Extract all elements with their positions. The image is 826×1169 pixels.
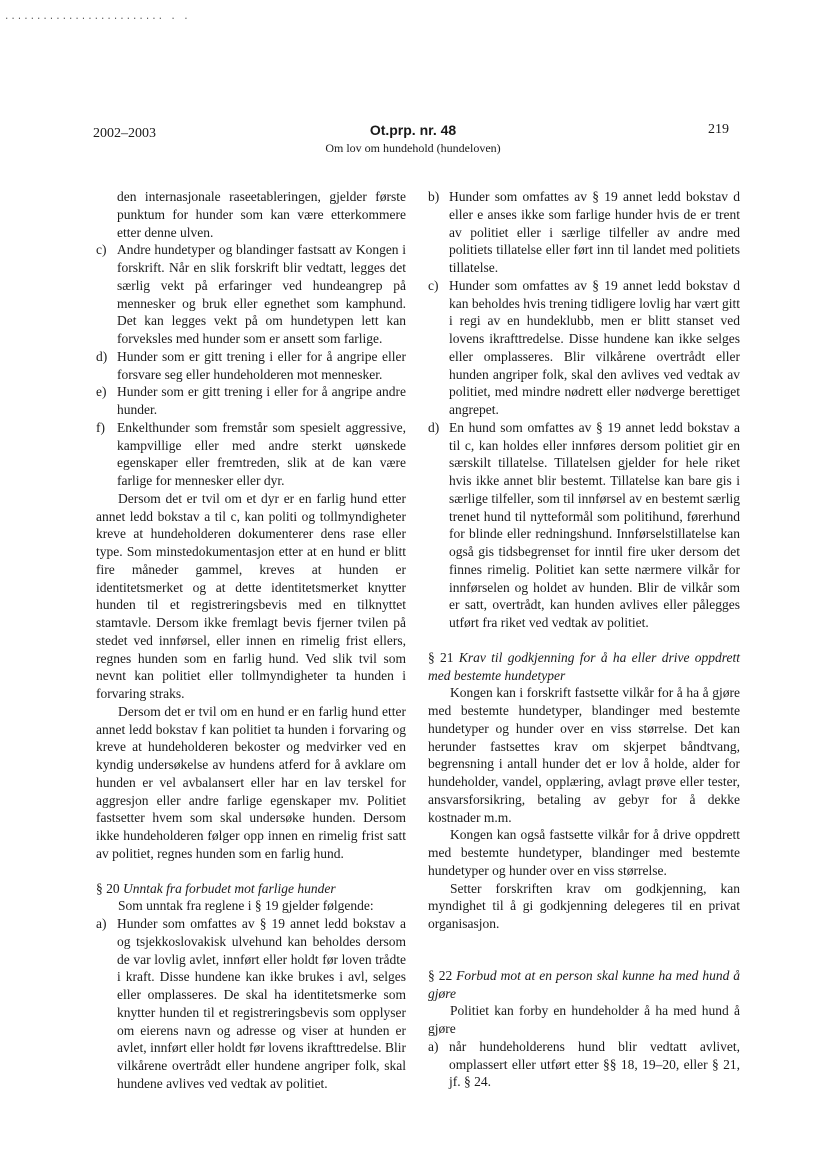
list-item-text: Hunder som omfattes av § 19 annet ledd bokstav a og tsjekkoslovakisk ulvehund kan beholdes dersom de var lovlig avlet, innført eller holdt før loven trådte i kraft. Disse hundene kan ikke brukes i avl, selges eller omplasseres. De skal ha identitetsmerke som knytter hunden til et registreringsbevis som opplyser om eierens navn og adresse og viser at hunden er avlet, innført eller holdt før lovens ikrafttredelse. Blir vilkårene overtrådt eller hundene angriper folk, skal hundene avlives ved vedtak av politiet.: [117, 916, 406, 1091]
continued-item-text: den internasjonale raseetableringen, gjelder første punktum for hunder som kan være etterkommere etter denne ulven.: [117, 189, 406, 240]
list-item: [96, 383, 406, 419]
list-item-label: e): [96, 384, 107, 400]
list-item: [428, 277, 740, 419]
list-item-label: c): [428, 277, 439, 293]
header-subtitle: Om lov om hundehold (hundeloven): [325, 141, 501, 155]
list-item-text: når hundeholderens hund blir vedtatt avlivet, omplassert eller utført etter §§ 18, 19–20, eller § 21, jf. § 24.: [449, 1038, 740, 1090]
right-column: [428, 188, 740, 1091]
section-number: § 22: [428, 967, 453, 983]
section-title: Forbud mot at en person skal kunne ha med hund å gjøre: [428, 967, 741, 1001]
list-item: [428, 419, 740, 632]
section-number: § 21: [428, 649, 454, 665]
paragraph: Kongen kan også fastsette vilkår for å drive oppdrett med bestemte hundetyper, blandinger med bestemte hundetyper og hunder over en viss størrelse.: [428, 827, 740, 878]
page-number: 219: [708, 122, 729, 137]
section-title: Unntak fra forbudet mot farlige hunder: [123, 880, 336, 896]
section-heading-20: [96, 880, 406, 898]
list-item-label: b): [428, 189, 440, 204]
list-item: [96, 348, 406, 384]
list-item-label: f): [96, 419, 105, 435]
list-item-text: Hunder som omfattes av § 19 annet ledd bokstav d eller e anses ikke som farlige hunder hvis de er trent av politiet eller i særlige tilfeller av andre med politiets tillatelse eller ført inn til landet med politiets tillatelse.: [449, 189, 740, 275]
list-item-text: En hund som omfattes av § 19 annet ledd bokstav a til c, kan holdes eller innføres dersom politiet gir en særskilt tillatelse. Tillatelsen gjelder for hele riket hvis ikke annet blir bestemt. Tillatelse kan bare gis i særlige tilfeller, som til innførsel av en bestemt særlig trenet hund til nytteformål som politihund, førerhund for blinde eller redningshund. Innførselstillatelse kan også gis tidsbegrenset for inntil fire uker dersom det finnes rimelig. Politiet kan sette nærmere vilkår for innførselen og holdet av hunden. Blir de vilkår som er satt, overtrådt, kan hunden avlives eller pålegges utført fra riket ved vedtak av politiet.: [449, 419, 740, 630]
list-item-text: Hunder som er gitt trening i eller for å angripe eller forsvare seg eller hundeholderen mot mennesker.: [117, 348, 406, 382]
header-year: 2002–2003: [93, 126, 156, 141]
list-item-label: a): [428, 1038, 439, 1054]
paragraph: Dersom det er tvil om en hund er en farlig hund etter annet ledd bokstav f kan politiet ta hunden i forvaring og kreve at hundeholderen bekoster og medvirker ved en kyndig undersøkelse av hundens atferd for å avklare om hunden er vel avbalansert eller har en lav terskel for aggresjon eller andre farlige egenskaper mv. Politiet fastsetter hvem som skal undersøke hunden. Dersom ikke hundeholderen følger opp innen en rimelig frist satt av politiet, regnes hunden som en farlig hund.: [96, 703, 406, 861]
list-item-text: Andre hundetyper og blandinger fastsatt av Kongen i forskrift. Når en slik forskrift blir vedtatt, legges det særlig vekt på erfaringer ved hundeangrep på mennesker og bruk eller egnethet som kamphund. Det kan legges vekt på om hundetypen lett kan forveksles med hunder som er ansett som farlige.: [117, 242, 406, 346]
list-item-label: a): [96, 916, 107, 931]
scan-dots: ......................... . .: [4, 12, 190, 22]
header-title: Ot.prp. nr. 48: [369, 122, 457, 138]
list-item-text: Hunder som er gitt trening i eller for å angripe andre hunder.: [117, 384, 406, 417]
section-title: Krav til godkjenning for å ha eller drive oppdrett med bestemte hundetyper: [428, 649, 741, 683]
list-item-text: Hunder som omfattes av § 19 annet ledd bokstav d kan beholdes hvis trening tidligere lovlig har vært gitt i regi av en hundeklubb, men er blitt stanset ved lovens ikrafttredelse. Disse hundene kan ikke selges eller omplasseres. Blir vilkårene overtrådt eller hunden angriper folk, skal den avlives ved vedtak av politiet, med mindre nødrett eller nødverge berettiget angrepet.: [449, 277, 740, 417]
paragraph: Dersom det er tvil om et dyr er en farlig hund etter annet ledd bokstav a til c, kan politi og tollmyndigheter kreve at hundeholderen dokumenterer dens rase eller type. Som minstedokumentasjon etter at en hund er blitt fire måneder gammel, kreves at hunden er identitetsmerket og at dette identitetsmerket knytter hunden til et registreringsbevis med en tilknyttet stamtavle. Dersom ikke fremlagt bevis fjerner tvilen på stedet ved innførsel, eller innen en rimelig frist ellers, regnes hunden som en farlig hund. Ved slik tvil som nevnt kan politiet eller tollmyndigheter ta hunden i forvaring straks.: [96, 490, 406, 701]
list-item-label: d): [428, 419, 440, 435]
list-item: [96, 419, 406, 490]
list-item-label: c): [96, 242, 107, 258]
list-item-text: Enkelthunder som fremstår som spesielt aggressive, kampvillige eller med andre sterkt uønskede egenskaper eller fremtreden, slik at de kan være farlige for mennesker eller dyr.: [117, 419, 406, 488]
list-item: [96, 915, 406, 1093]
paragraph: Politiet kan forby en hundeholder å ha med hund å gjøre: [428, 1003, 740, 1036]
list-item: [96, 241, 406, 348]
section-heading-22: [428, 967, 740, 1003]
list-item: [428, 188, 740, 277]
paragraph: Setter forskriften krav om godkjenning, kan myndighet til å gi godkjenning delegeres til en privat organisasjon.: [428, 880, 740, 931]
section-number: § 20: [96, 880, 120, 896]
spacer: [428, 933, 740, 950]
list-item-label: d): [96, 348, 108, 364]
left-column: [96, 188, 406, 1093]
section-heading-21: [428, 649, 740, 685]
paragraph: Kongen kan i forskrift fastsette vilkår for å ha å gjøre med bestemte hundetyper, blandinger med bestemte hundetyper og hunder over en viss størrelse. Det kan herunder fastsettes krav om skjerpet båndtvang, begrensning i antall hunder det er lov å holde, alder for hundeholder, vandel, opplæring, avlagt prøve eller tester, ansvarsforsikring, betaling av gebyr for å dekke kostnader m.m.: [428, 685, 740, 825]
list-item: [428, 1038, 740, 1091]
paragraph: Som unntak fra reglene i § 19 gjelder følgende:: [118, 898, 374, 914]
